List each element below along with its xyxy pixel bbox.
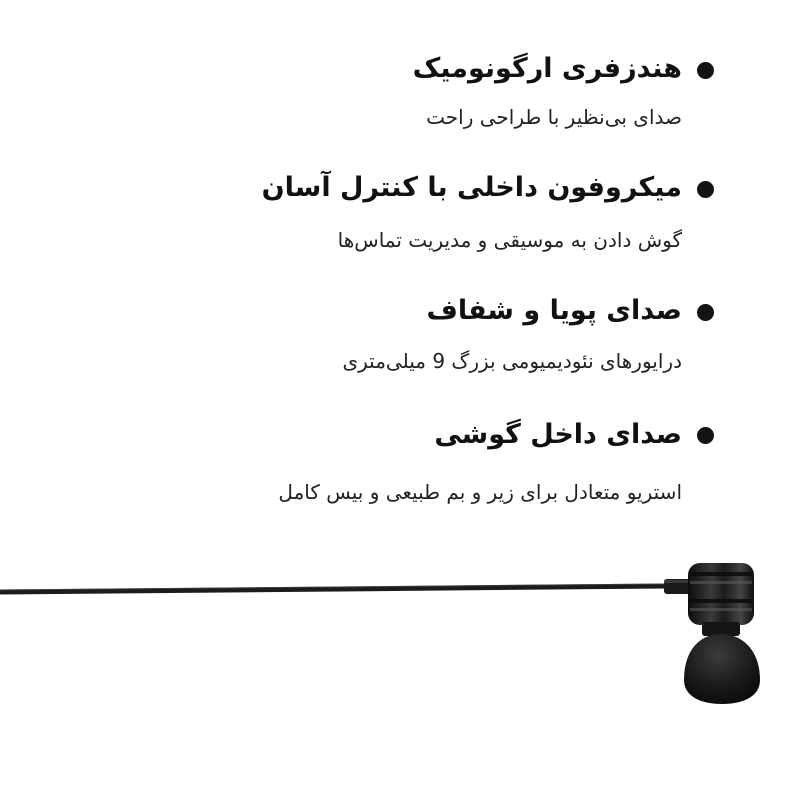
feature-description: صدای بی‌نظیر با طراحی راحت	[426, 105, 682, 129]
ear-tip	[684, 634, 760, 704]
bullet-icon	[697, 427, 714, 444]
bullet-icon	[697, 62, 714, 79]
feature-title: میکروفون داخلی با کنترل آسان	[261, 172, 682, 203]
feature-title: هندزفری ارگونومیک	[412, 53, 682, 84]
feature-title: صدای پویا و شفاف	[426, 295, 682, 326]
earphone-icon	[0, 540, 800, 760]
feature-description: استریو متعادل برای زیر و بم طبیعی و بیس کامل	[278, 480, 682, 504]
bullet-icon	[697, 304, 714, 321]
feature-description: گوش دادن به موسیقی و مدیریت تماس‌ها	[337, 228, 682, 252]
bullet-icon	[697, 181, 714, 198]
feature-description: درایورهای نئودیمیومی بزرگ 9 میلی‌متری	[342, 349, 682, 373]
feature-title: صدای داخل گوشی	[434, 419, 682, 450]
